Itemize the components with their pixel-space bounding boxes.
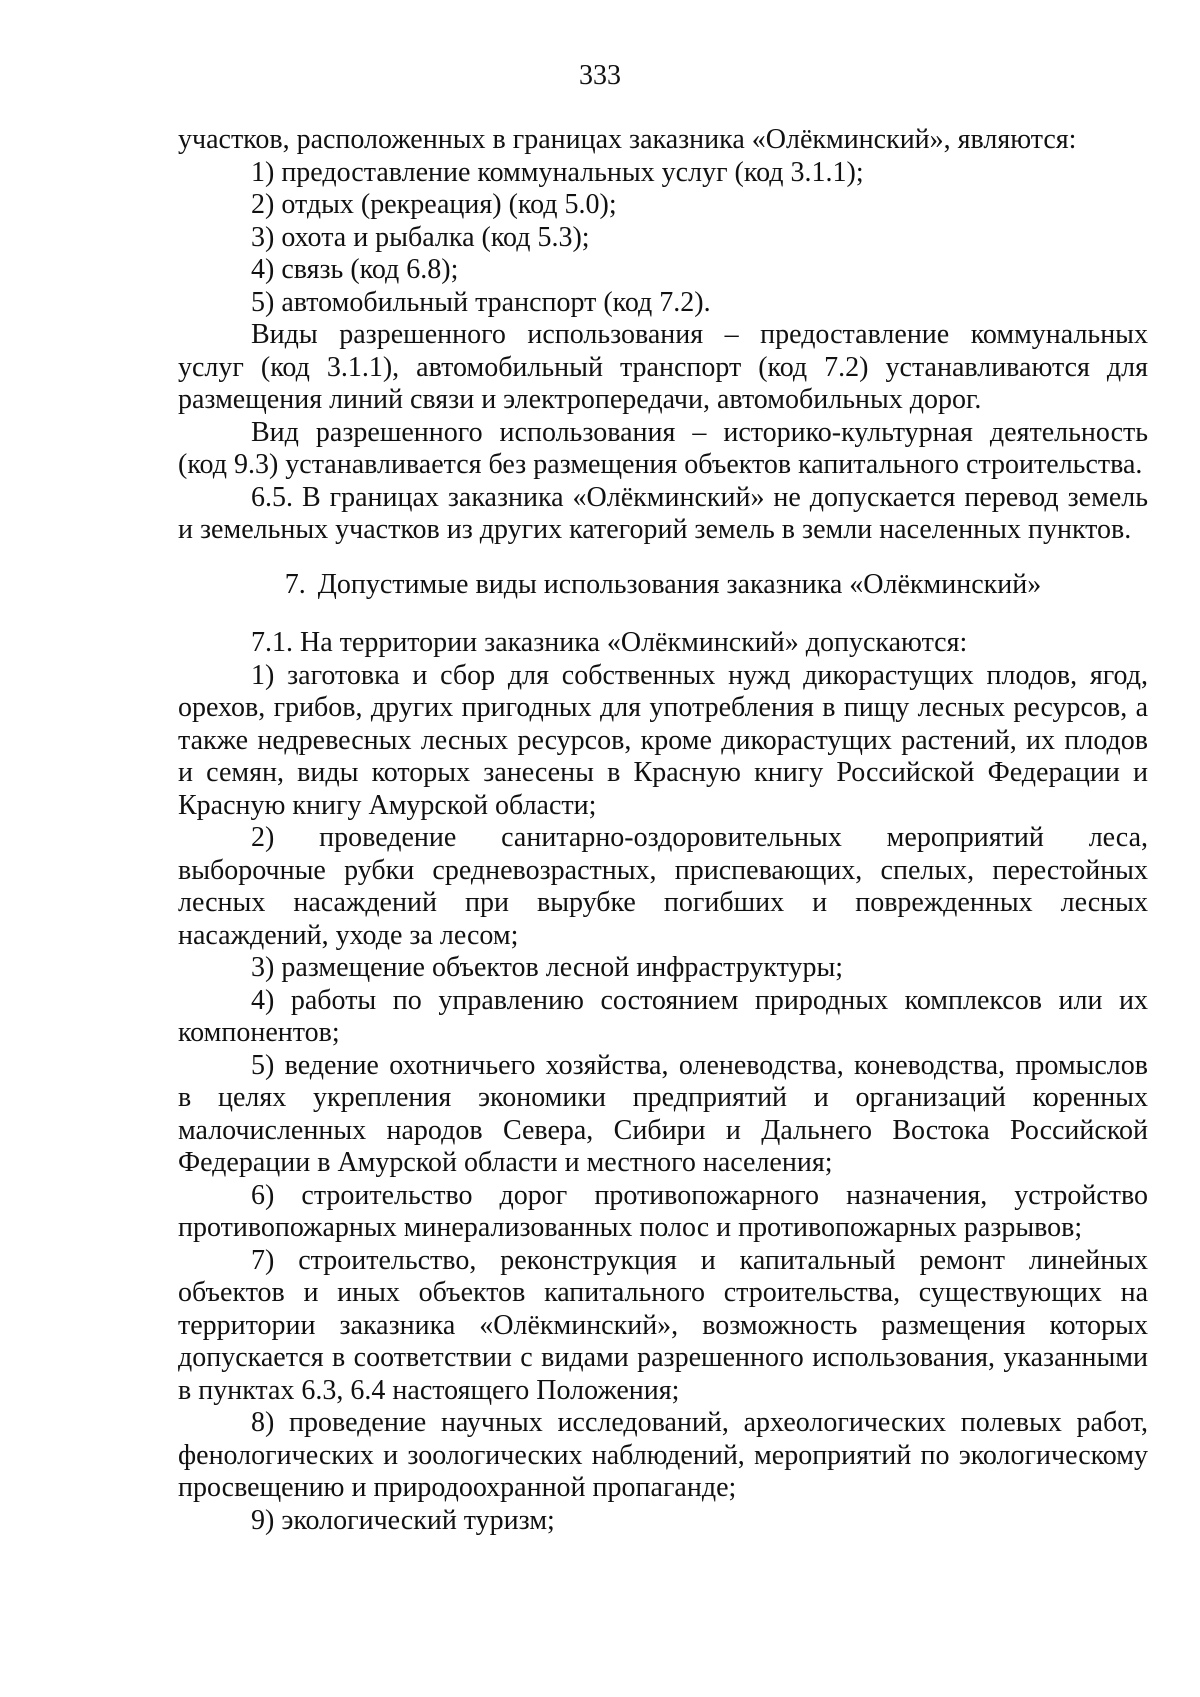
paragraph: участков, расположенных в границах заказника «Олёкминский», являются: <box>178 124 1077 155</box>
list-item: 4) связь (код 6.8); <box>251 254 459 285</box>
page-number: 333 <box>579 60 621 91</box>
section-title: Допустимые виды использования заказника «Олёкминский» <box>317 568 1042 600</box>
document-body <box>178 124 1148 1537</box>
section-number: 7. <box>284 568 306 600</box>
list-item: 1) заготовка и сбор для собственных нужд дикорастущих плодов, ягод, орехов, грибов, других пригодных для употребления в пищу лесных ресурсов, а также недревесных лесных ресурсов, кроме дикорастущих растений, их плодов и семян, виды которых занесены в Красную книгу Российской Федерации и Красную книгу Амурской области; <box>178 659 1148 821</box>
paragraph: Виды разрешенного использования – предоставление коммунальных услуг (код 3.1.1), автомобильный транспорт (код 7.2) устанавливаются для размещения линий связи и электропередачи, автомобильных дорог. <box>178 319 1148 415</box>
list-item: 4) работы по управлению состоянием природных комплексов или их компонентов; <box>178 984 1148 1048</box>
list-item: 2) проведение санитарно-оздоровительных мероприятий леса, выборочные рубки средневозрастных, приспевающих, спелых, перестойных лесных насаждений при вырубке погибших и поврежденных лесных насаждений, уходе за лесом; <box>178 822 1148 951</box>
list-item: 3) размещение объектов лесной инфраструктуры; <box>251 952 844 983</box>
paragraph: 6.5. В границах заказника «Олёкминский» не допускается перевод земель и земельных участков из других категорий земель в земли населенных пунктов. <box>178 481 1148 545</box>
list-item: 2) отдых (рекреация) (код 5.0); <box>251 189 617 220</box>
list-item: 9) экологический туризм; <box>251 1504 555 1536</box>
list-item: 5) автомобильный транспорт (код 7.2). <box>251 286 711 318</box>
section-heading <box>178 547 1148 628</box>
paragraph: 7.1. На территории заказника «Олёкминский» допускаются: <box>251 627 968 658</box>
paragraph: Вид разрешенного использования – историко-культурная деятельность (код 9.3) устанавливается без размещения объектов капитального строительства. <box>178 416 1148 480</box>
list-item: 1) предоставление коммунальных услуг (код 3.1.1); <box>251 156 864 188</box>
list-item: 5) ведение охотничьего хозяйства, оленеводства, коневодства, промыслов в целях укрепления экономики предприятий и организаций коренных малочисленных народов Севера, Сибири и Дальнего Востока Российской Федерации в Амурской области и местного населения; <box>178 1049 1148 1178</box>
list-item: 3) охота и рыбалка (код 5.3); <box>251 221 590 253</box>
list-item: 6) строительство дорог противопожарного назначения, устройство противопожарных минерализованных полос и противопожарных разрывов; <box>178 1179 1148 1243</box>
list-item: 8) проведение научных исследований, археологических полевых работ, фенологических и зоологических наблюдений, мероприятий по экологическому просвещению и природоохранной пропаганде; <box>178 1407 1148 1503</box>
list-item: 7) строительство, реконструкция и капитальный ремонт линейных объектов и иных объектов капитального строительства, существующих на территории заказника «Олёкминский», возможность размещения которых допускается в соответствии с видами разрешенного использования, указанными в пунктах 6.3, 6.4 настоящего Положения; <box>178 1244 1148 1406</box>
